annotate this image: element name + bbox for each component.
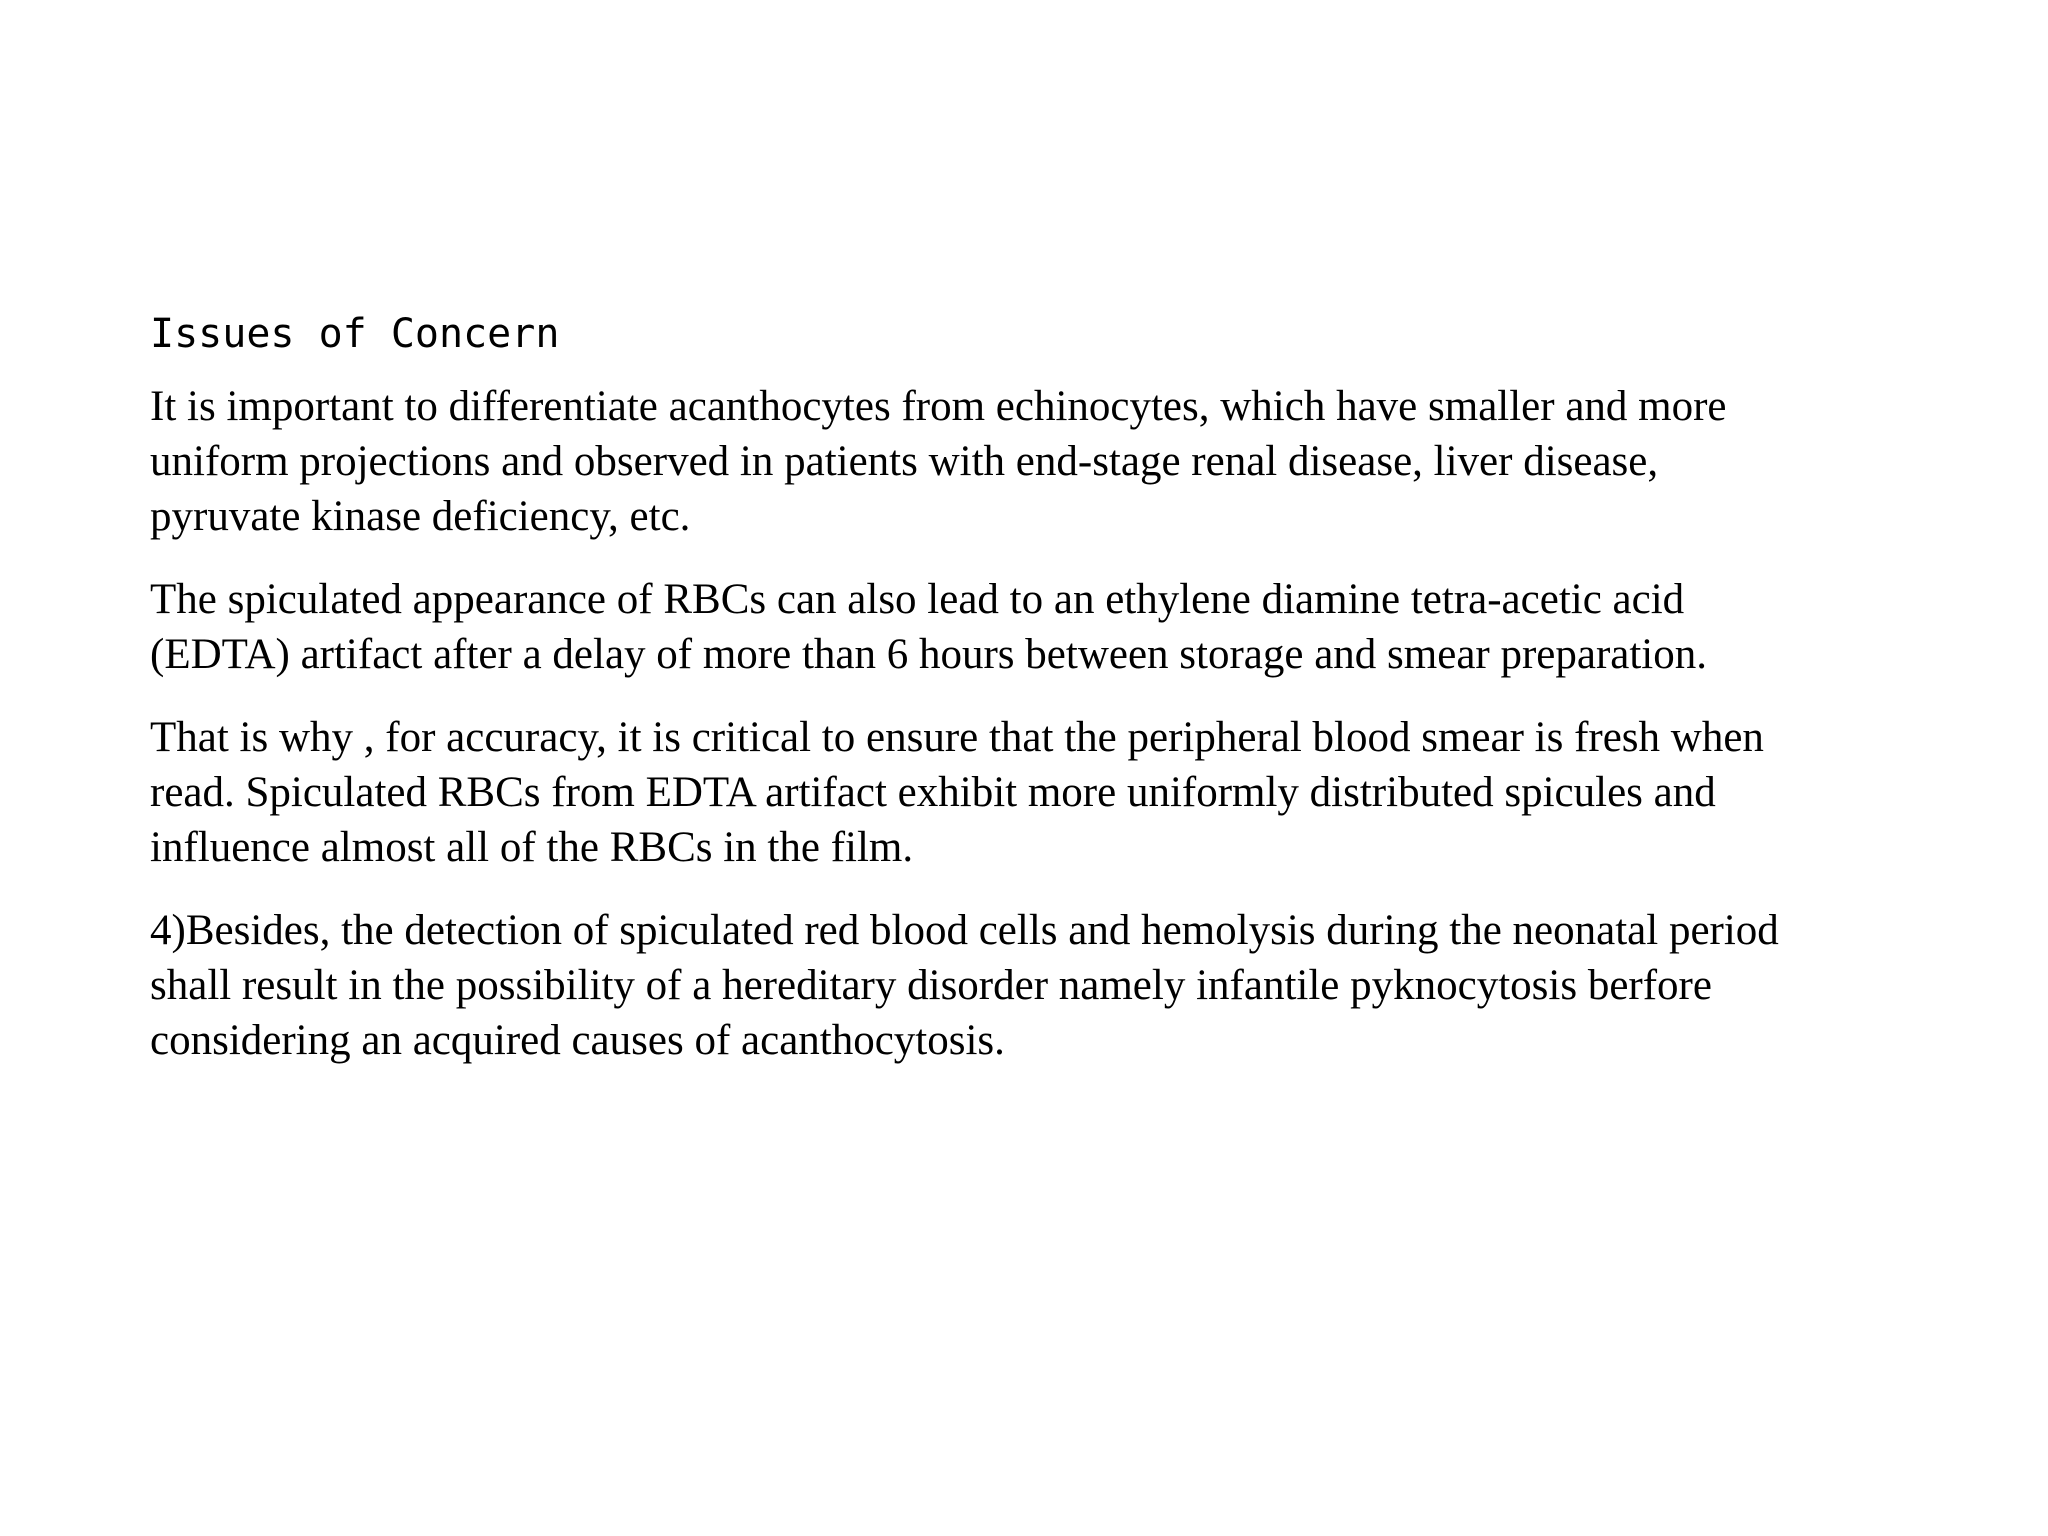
section-heading: Issues of Concern [150,311,560,357]
paragraph-neonatal-period: 4)Besides, the detection of spiculated red blood cells and hemolysis during the neonatal period shall result in the possibility of a hereditary disorder namely infantile pyknocytosis berfore considering an acquired causes of acanthocytosis. [150,907,1779,1064]
slide-content [150,305,1950,1096]
paragraph-edta-artifact: The spiculated appearance of RBCs can also lead to an ethylene diamine tetra-acetic acid (EDTA) artifact after a delay of more than 6 hours between storage and smear preparation. [150,576,1708,678]
paragraph-fresh-smear: That is why , for accuracy, it is critical to ensure that the peripheral blood smear is fresh when read. Spiculated RBCs from EDTA artifact exhibit more uniformly distributed spicules and influence almost all of the RBCs in the film. [150,714,1764,871]
paragraph-echinocytes: It is important to differentiate acanthocytes from echinocytes, which have smaller and more uniform projections and observed in patients with end-stage renal disease, liver disease, pyruvate kinase deficiency, etc. [150,383,1727,540]
